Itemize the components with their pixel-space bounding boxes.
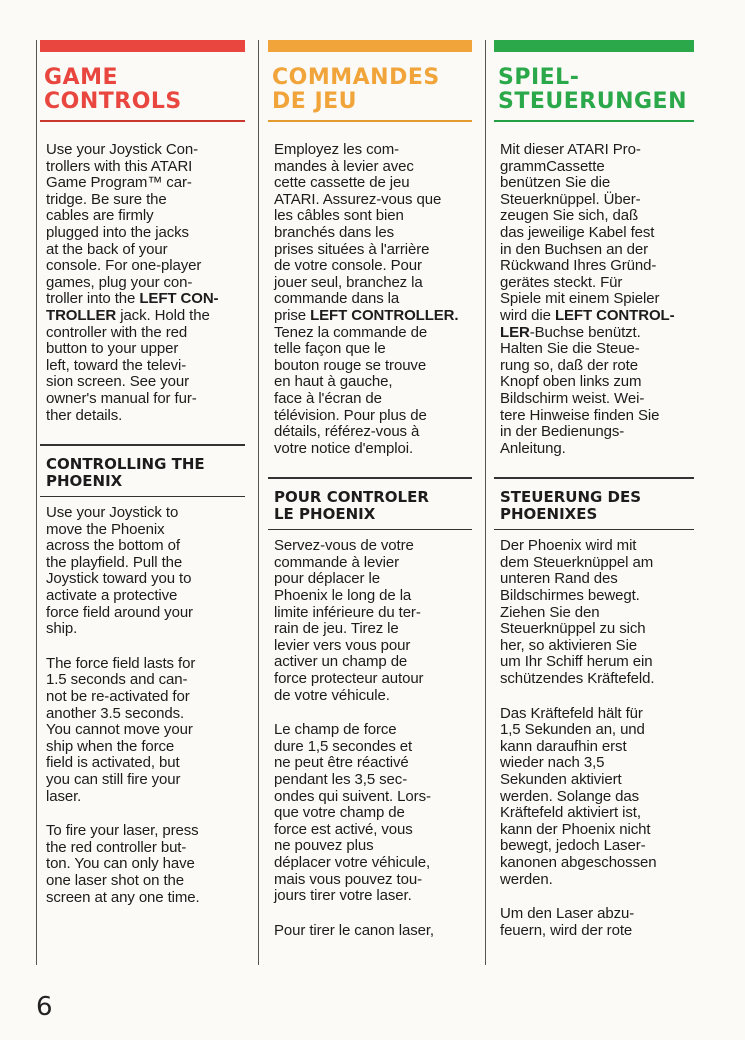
paragraph-laser: Pour tirer le canon laser, bbox=[274, 921, 434, 939]
intro-paragraph: Mit dieser ATARI Pro- grammCassette benützen Sie die Steuerknüppel. Über- zeugen Sie sich, daß das jeweilige Kabel fest in den Buchsen an der Rückwand Ihres Gründ- gerätes steckt. Für Spiele mit einem Spieler wird die LEFT CONTROL- LER-Buchse benützt. Halten Sie die Steue- rung so, daß der rote Knopf oben links zum Bildschirm weist. Wei- tere Hinweise finden Sie in der Bedienungs- Anleitung. bbox=[500, 141, 675, 457]
paragraph-force-field: Le champ de force dure 1,5 secondes et ne peut être réactivé pendant les 3,5 sec- ondes qui suivent. Lors- que votre champ de force est activé, vous ne pouvez plus déplacer votre véhicule, mais vous pouvez tou- jours tirer votre laser. bbox=[274, 721, 431, 905]
subsection-underline bbox=[494, 529, 694, 531]
title-underline bbox=[268, 120, 472, 122]
paragraph-force-field: The force field lasts for 1.5 seconds and can- not be re-activated for another 3.5 seconds. You cannot move your ship when the force field is activated, but you can still fire your laser. bbox=[46, 654, 196, 805]
title-underline bbox=[40, 120, 245, 122]
subsection-rule bbox=[268, 477, 472, 479]
column-english bbox=[40, 40, 245, 906]
column-divider-2 bbox=[485, 40, 486, 965]
subsection-title-controlling-phoenix: CONTROLLING THE PHOENIX bbox=[46, 454, 205, 490]
subsection-rule bbox=[494, 477, 694, 479]
left-margin-rule bbox=[36, 40, 37, 965]
subsection-title-pour-controler: POUR CONTROLER LE PHOENIX bbox=[274, 487, 429, 523]
section-title-spiel-steuerungen: SPIEL- STEUERUNGEN bbox=[498, 65, 687, 114]
title-underline bbox=[494, 120, 694, 122]
paragraph-laser: Um den Laser abzu- feuern, wird der rote bbox=[500, 905, 635, 939]
color-bar-red bbox=[40, 40, 245, 52]
paragraph-move: Der Phoenix wird mit dem Steuerknüppel am unteren Rand des Bildschirmes bewegt. Ziehen Sie den Steuerknüppel zu sich her, so aktivieren Sie um Ihr Schiff herum ein schützendes Kräftefeld. bbox=[500, 537, 655, 688]
column-divider-1 bbox=[258, 40, 259, 965]
subsection-underline bbox=[268, 529, 472, 531]
intro-paragraph: Use your Joystick Con- trollers with this ATARI Game Program™ car- tridge. Be sure the cables are firmly plugged into the jacks at the back of your console. For one-player games, plug your con- troller into the LEFT CON- TROLLER jack. Hold the controller with the red button to your upper left, toward the televi- sion screen. See your owner's manual for fur- ther details. bbox=[46, 141, 219, 424]
paragraph-laser: To fire your laser, press the red controller but- ton. You can only have one laser shot on the screen at any one time. bbox=[46, 822, 200, 906]
subsection-rule bbox=[40, 444, 245, 446]
intro-paragraph: Employez les com- mandes à levier avec cette cassette de jeu ATARI. Assurez-vous que les câbles sont bien branchés dans les prises situées à l'arrière de votre console. Pour jouer seul, branchez la commande dans la prise LEFT CONTROLLER. Tenez la commande de telle façon que le bouton rouge se trouve en haut à gauche, face à l'écran de télévision. Pour plus de détails, référez-vous à votre notice d'emploi. bbox=[274, 141, 459, 457]
subsection-title-steuerung-des-phoenixes: STEUERUNG DES PHOENIXES bbox=[500, 487, 642, 523]
paragraph-force-field: Das Kräftefeld hält für 1,5 Sekunden an, und kann daraufhin erst wieder nach 3,5 Sekunden aktiviert werden. Solange das Kräftefeld aktiviert ist, kann der Phoenix nicht bewegt, jedoch Laser- kanonen abgeschossen werden. bbox=[500, 704, 657, 888]
page-number: 6 bbox=[36, 992, 53, 1022]
column-german bbox=[494, 40, 694, 939]
paragraph-move: Servez-vous de votre commande à levier pour déplacer le Phoenix le long de la limite inférieure du ter- rain de jeu. Tirez le levier vers vous pour activer un champ de force protecteur autour de votre véhicule. bbox=[274, 537, 424, 704]
paragraph-move: Use your Joystick to move the Phoenix across the bottom of the playfield. Pull the Joystick toward you to activate a protective force field around your ship. bbox=[46, 504, 193, 638]
color-bar-orange bbox=[268, 40, 472, 52]
section-title-commandes-de-jeu: COMMANDES DE JEU bbox=[272, 65, 440, 114]
color-bar-green bbox=[494, 40, 694, 52]
column-french bbox=[268, 40, 472, 939]
section-title-game-controls: GAME CONTROLS bbox=[44, 65, 182, 114]
subsection-underline bbox=[40, 496, 245, 498]
